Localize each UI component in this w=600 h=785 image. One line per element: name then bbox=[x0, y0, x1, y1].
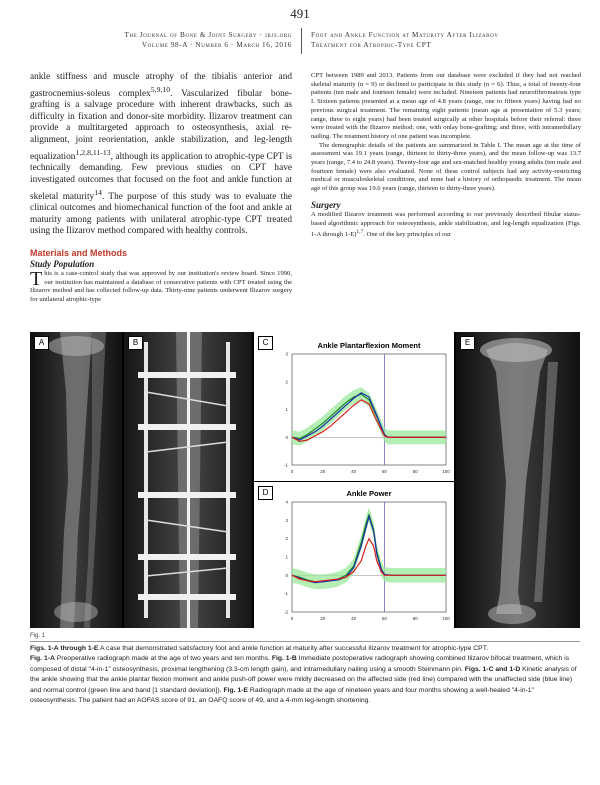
panel-a-xray-image bbox=[30, 332, 122, 628]
power-y-tick-label: -1 bbox=[283, 591, 288, 597]
power-y-tick-label: 1 bbox=[285, 554, 288, 560]
caption-text-3: Immediate postoperative radiograph showing combined Ilizarov bifocal treatment, which is composed of distal "4-in-1" osteosynthesis, proximal lengthening (3.3-cm length gain), and intramedullary nailing using a smooth Steinmann pin. bbox=[30, 655, 570, 673]
moment-x-tick-label: 0 bbox=[290, 469, 294, 474]
figure-1 bbox=[30, 332, 580, 628]
intro-citation-2: 1,2,8,11-13 bbox=[75, 147, 111, 157]
panel-label-a: A bbox=[34, 336, 49, 350]
moment-x-tick-label: 40 bbox=[351, 469, 357, 474]
intro-text-3: , although its application to atrophic-type CPT is technically demanding. Few previous studies on CPT have investigated outcomes that focused on the foot and ankle function at skeletal maturity bbox=[30, 151, 292, 202]
figure-caption bbox=[30, 644, 582, 706]
power-x-tick-label: 100 bbox=[442, 616, 450, 621]
caption-bold-3: Fig. 1-B bbox=[271, 655, 297, 663]
panel-d-chart bbox=[254, 482, 454, 628]
study-population-heading: Study Population bbox=[30, 259, 95, 269]
power-x-tick-label: 0 bbox=[290, 616, 294, 621]
running-head-left-line1: The Journal of Bone & Joint Surgery · jbjs.org bbox=[124, 31, 292, 39]
right-column bbox=[311, 72, 581, 240]
surgery-heading: Surgery bbox=[311, 199, 341, 210]
caption-text-2: Preoperative radiograph made at the age of two years and ten months. bbox=[54, 655, 270, 663]
caption-bold-1: Figs. 1-A through 1-E bbox=[30, 645, 99, 652]
moment-x-tick-label: 20 bbox=[320, 469, 326, 474]
power-x-tick-label: 40 bbox=[351, 616, 357, 621]
moment-plot-frame bbox=[292, 354, 446, 465]
moment-x-tick-label: 80 bbox=[412, 469, 418, 474]
power-x-tick-label: 80 bbox=[412, 616, 418, 621]
panel-label-b: B bbox=[128, 336, 143, 350]
caption-bold-4: Figs. 1-C and 1-D bbox=[464, 665, 521, 673]
power-y-tick-label: 4 bbox=[285, 499, 288, 505]
caption-bold-5: Fig. 1-E bbox=[223, 686, 249, 694]
panel-label-e: E bbox=[460, 336, 475, 350]
surgery-citation: 1,7 bbox=[356, 229, 364, 236]
intro-citation-3: 14 bbox=[94, 187, 102, 197]
power-y-tick-label: 3 bbox=[285, 517, 288, 523]
moment-x-tick-label: 100 bbox=[442, 469, 450, 474]
running-head-right-line2: Treatment for Atrophic-Type CPT bbox=[311, 41, 432, 49]
left-column bbox=[30, 72, 292, 305]
intro-text-2: . Vascularized fibular bone-grafting is a salvage procedure with inherent drawbacks, such as difficulty in fixation and donor-site morbidity. Ilizarov treatment can provide a multitargeted approach to osteosynthesis, axial re-alignment, joint reorientation, ankle stabilization, and leg-length equalization bbox=[30, 88, 292, 162]
caption-text-5: Radiograph made at the age of nineteen years and four months showing a well-healed "4-in-1" osteosynthesis. The patient had an AOFAS score of 91, an OAFQ score of 49, and a 4-mm leg-length shortening. bbox=[30, 686, 534, 705]
intro-text-4: . The purpose of this study was to evaluate the clinical outcomes and biomechanical function of the foot and ankle at maturity among patients with unilateral atrophic-type CPT treated using the Ilizarov method compared with healthy controls. bbox=[30, 191, 293, 237]
running-head-left bbox=[30, 30, 292, 50]
intro-paragraph bbox=[30, 72, 292, 238]
figure-tag: Fig. 1 bbox=[30, 633, 46, 639]
moment-y-tick-label: -1 bbox=[283, 462, 288, 468]
moment-y-tick-label: 1 bbox=[285, 407, 288, 412]
population-paragraph-2: The demographic details of the patients are summarized in Table I. The mean age at the time of assessment was 19.1 years (range, thirteen to thirty-three years), and the mean follow-up was 13.7 years (range, 7.4 to 24.8 years). Twenty-four age and sex-matched healthy young adults (ten male and fourteen female) were also evaluated. None of these control subjects had any activity-restricting medical or musculoskeletal conditions, and none had a history of orthopaedic treatment. The mean age of this group was 19.6 years (range, thirteen to thirty-three years). bbox=[311, 141, 581, 193]
caption-text-4: Kinetic analysis of the ankle showing that the ankle plantar flexion moment and ankle push-off power were mildly decreased on the affected side (red line) compared with the unaffected side (blue line) and normal control (green line and band [1 standard deviation]). bbox=[30, 665, 577, 694]
power-control-sd-band bbox=[292, 508, 446, 590]
ankle-plantarflexion-moment-chart bbox=[254, 332, 454, 481]
ankle-power-chart bbox=[254, 482, 454, 628]
panel-label-c: C bbox=[258, 336, 273, 350]
panel-c-chart bbox=[254, 332, 454, 481]
surgery-paragraph bbox=[311, 211, 581, 240]
panel-b-radiograph bbox=[124, 332, 252, 628]
study-population-text: his is a case-control study that was approved by our institution's review board. Since 1990, our institution has maintained a database of consecutive patients with CPT treated using the Ilizarov method and has collected follow-up data. Thirty-nine patients underwent Ilizarov surgery for unilateral atrophic-type bbox=[30, 270, 292, 304]
power-y-tick-label: -2 bbox=[283, 609, 288, 615]
running-head-right-line1: Foot and Ankle Function at Maturity After Ilizarov bbox=[311, 31, 499, 39]
intro-citation-1: 5,9,10 bbox=[150, 84, 171, 94]
moment-y-tick-label: 0 bbox=[285, 434, 288, 440]
panel-label-d: D bbox=[258, 486, 273, 500]
running-head-right bbox=[311, 30, 581, 50]
moment-y-tick-label: 2 bbox=[285, 379, 288, 385]
moment-x-tick-label: 60 bbox=[381, 469, 387, 474]
moment-title: Ankle Plantarflexion Moment bbox=[317, 341, 421, 350]
caption-divider bbox=[30, 641, 580, 642]
page-number: 491 bbox=[290, 6, 310, 21]
caption-bold-2: Fig. 1-A bbox=[30, 655, 55, 663]
power-x-tick-label: 20 bbox=[320, 616, 326, 621]
running-head-left-line2: Volume 98-A · Number 6 · March 16, 2016 bbox=[141, 41, 292, 49]
power-title: Ankle Power bbox=[346, 489, 392, 498]
surgery-text-1: A modified Ilizarov treatment was performed according to our previously described fibular status-based algorithmic approach for osteosynthesis, ankle stabilization, and leg-length equalization (Figs. 1-A through 1-E) bbox=[311, 210, 581, 239]
power-y-tick-label: 2 bbox=[285, 536, 288, 542]
power-y-tick-label: 0 bbox=[285, 572, 288, 578]
caption-text-1: A case that demonstrated satisfactory foot and ankle function at maturity after successful Ilizarov treatment for atrophic-type CPT. bbox=[98, 645, 488, 652]
drop-cap: T bbox=[30, 268, 43, 290]
running-head-divider bbox=[301, 28, 302, 54]
panel-e-radiograph bbox=[456, 332, 580, 628]
intro-text-1: ankle stiffness and muscle atrophy of the tibialis anterior and gastrocnemius-soleus complex bbox=[30, 72, 292, 99]
moment-y-tick-label: 3 bbox=[285, 351, 288, 357]
power-x-tick-label: 60 bbox=[381, 616, 387, 621]
study-population-paragraph bbox=[30, 270, 292, 305]
surgery-text-2: . One of the key principles of our bbox=[363, 231, 451, 239]
population-paragraph-1: CPT between 1989 and 2013. Patients from our database were excluded if they had not reached skeletal maturity (n = 9) or declined to participate in this study (n = 6). Thus, a total of twenty-four patients (ten male and fourteen female) were included. Nineteen patients had neurofibromatosis type I. Sixteen patients presented at a mean age of 4.8 years (range, one to fifteen years) having had no previous surgical treatment. The remaining eight patients (mean age at presentation of 5.3 years; range, three to eight years) had been treated surgically at other hospitals before their referral: three were treated with the Ilizarov method; one, with onlay bone-grafting; and three, with intramedullary nailing. The treatment history of one patient was incomplete. bbox=[311, 72, 581, 140]
panel-b-xray-image bbox=[124, 332, 252, 628]
panel-e-xray-image bbox=[456, 332, 580, 628]
panel-a-radiograph bbox=[30, 332, 122, 628]
methods-heading: Materials and Methods bbox=[30, 248, 128, 258]
